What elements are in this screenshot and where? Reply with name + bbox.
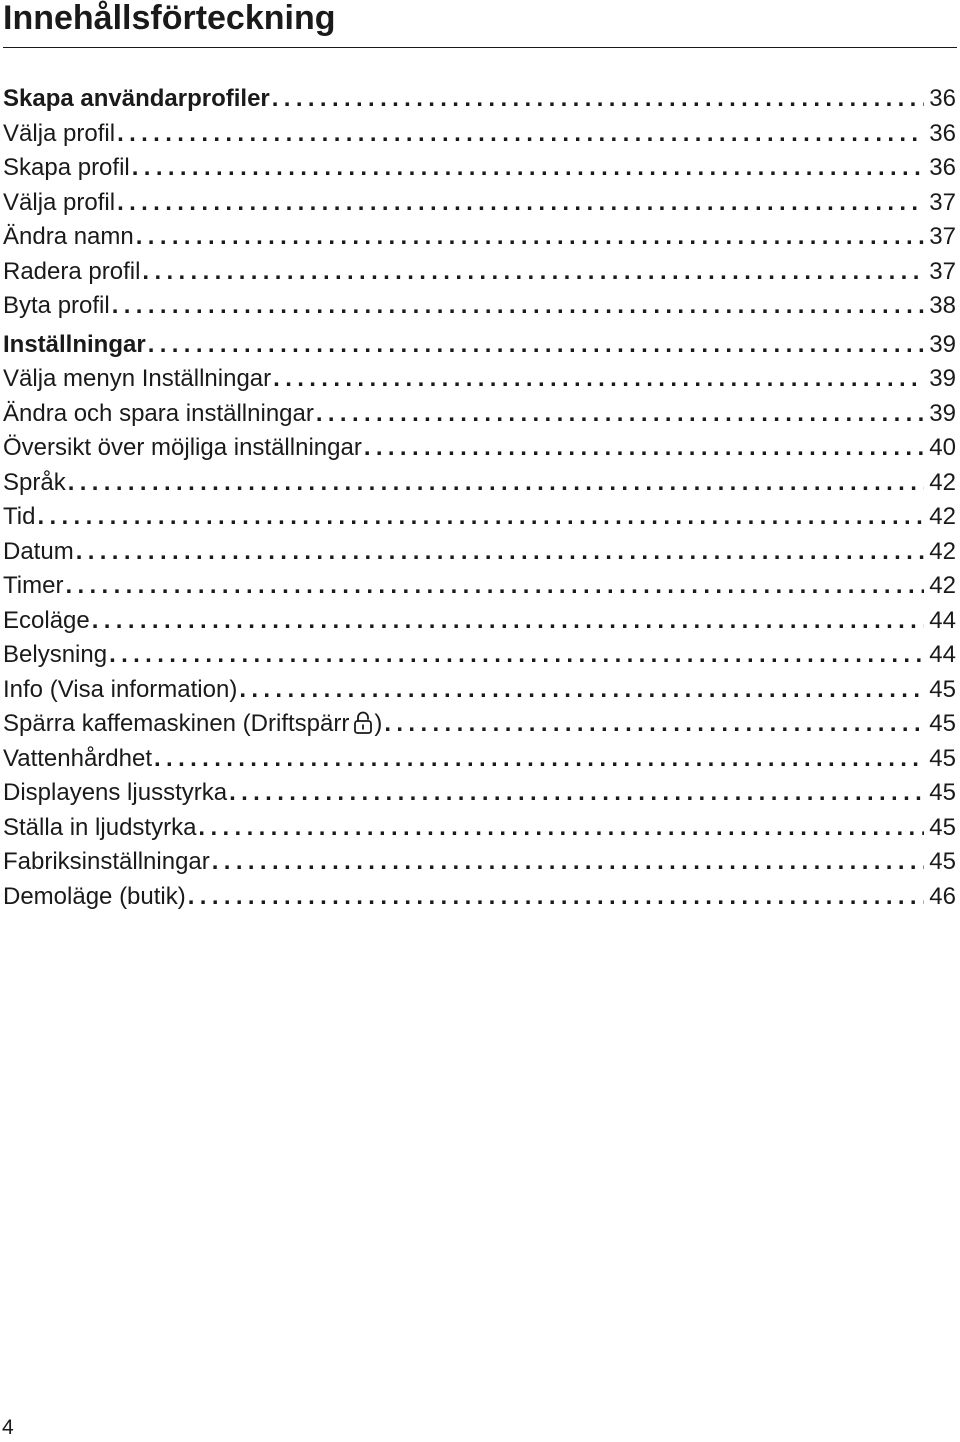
- dot-leader: [112, 289, 925, 324]
- toc-entry-page: 46: [929, 882, 956, 910]
- toc-entry-label: Inställningar: [3, 330, 146, 358]
- toc-entry[interactable]: [3, 569, 956, 604]
- dot-leader: [76, 535, 925, 570]
- toc-entry[interactable]: [3, 186, 956, 221]
- lock-icon: [353, 710, 373, 734]
- toc-entry-page: 36: [929, 85, 956, 112]
- toc-entry[interactable]: [3, 742, 956, 777]
- toc-entry-label: Timer: [3, 572, 64, 599]
- dot-leader: [142, 255, 924, 290]
- dot-leader: [37, 500, 924, 535]
- toc-entry-page: 45: [929, 813, 956, 841]
- toc-entry[interactable]: [3, 707, 956, 742]
- dot-leader: [229, 776, 924, 811]
- page-title: Innehållsförteckning: [3, 0, 336, 37]
- table-of-contents: [3, 82, 956, 914]
- toc-entry-label: Ändra och spara inställningar: [3, 399, 314, 427]
- toc-entry-label: Språk: [3, 468, 66, 496]
- toc-entry-label-text: Spärra kaffemaskinen (Driftspärr: [3, 710, 350, 737]
- toc-entry-label: Skapa profil: [3, 154, 130, 181]
- toc-entry[interactable]: [3, 811, 956, 846]
- toc-entry-page: 40: [929, 434, 956, 461]
- dot-leader: [92, 604, 925, 639]
- toc-entry[interactable]: [3, 397, 956, 432]
- toc-entry-page: 37: [929, 188, 956, 216]
- toc-entry-page: 42: [929, 572, 956, 599]
- toc-entry-label: Displayens ljusstyrka: [3, 779, 228, 806]
- toc-entry-page: 37: [929, 223, 956, 250]
- dot-leader: [239, 673, 924, 708]
- toc-entry-page: 39: [929, 330, 956, 358]
- page-number: 4: [2, 1416, 14, 1439]
- dot-leader: [384, 707, 924, 742]
- toc-entry-label: Fabriksinställningar: [3, 848, 210, 875]
- dot-leader: [109, 638, 924, 673]
- toc-entry-page: 39: [929, 365, 956, 392]
- toc-entry-label: Belysning: [3, 641, 108, 668]
- dot-leader: [65, 569, 924, 604]
- toc-entry[interactable]: [3, 431, 956, 466]
- toc-entry-label: Datum: [3, 537, 74, 565]
- toc-entry-label: Välja profil: [3, 188, 116, 216]
- dot-leader: [154, 742, 924, 777]
- toc-entry-page: 45: [929, 779, 956, 806]
- toc-entry-label: Ställa in ljudstyrka: [3, 813, 197, 841]
- toc-entry-label: Välja menyn Inställningar: [3, 365, 272, 392]
- toc-entry-label: Byta profil: [3, 292, 110, 319]
- toc-entry-page: 42: [929, 537, 956, 565]
- toc-entry-label: Vattenhårdhet: [3, 744, 153, 772]
- toc-entry[interactable]: [3, 535, 956, 570]
- dot-leader: [117, 117, 924, 152]
- toc-entry-page: 45: [929, 744, 956, 772]
- toc-entry-page: 44: [929, 606, 956, 634]
- toc-entry[interactable]: [3, 638, 956, 673]
- toc-entry-page: 45: [929, 675, 956, 703]
- toc-entry-label: Info (Visa information): [3, 675, 238, 703]
- toc-entry-label: Ecoläge: [3, 606, 90, 634]
- toc-entry[interactable]: [3, 776, 956, 811]
- toc-entry-label: Välja profil: [3, 119, 116, 147]
- toc-entry[interactable]: [3, 328, 956, 363]
- toc-entry-label: Skapa användarprofiler: [3, 85, 270, 112]
- toc-entry[interactable]: [3, 117, 956, 152]
- toc-entry-page: 39: [929, 399, 956, 427]
- dot-leader: [273, 362, 924, 397]
- toc-entry-page: 45: [929, 710, 956, 737]
- toc-entry[interactable]: [3, 466, 956, 501]
- dot-leader: [364, 431, 924, 466]
- toc-entry-page: 44: [929, 641, 956, 668]
- toc-entry-label: Radera profil: [3, 257, 141, 285]
- toc-entry-page: 36: [929, 154, 956, 181]
- toc-entry[interactable]: [3, 362, 956, 397]
- toc-entry[interactable]: [3, 151, 956, 186]
- toc-entry-label: Ändra namn: [3, 223, 134, 250]
- toc-entry[interactable]: [3, 845, 956, 880]
- toc-entry-page: 45: [929, 848, 956, 875]
- dot-leader: [132, 151, 925, 186]
- heading-divider: [3, 47, 957, 48]
- dot-leader: [117, 186, 924, 221]
- dot-leader: [188, 880, 925, 915]
- dot-leader: [212, 845, 925, 880]
- toc-entry-label-suffix: ): [374, 710, 383, 737]
- toc-entry-page: 42: [929, 503, 956, 530]
- toc-entry-page: 38: [929, 292, 956, 319]
- dot-leader: [198, 811, 924, 846]
- toc-entry[interactable]: [3, 220, 956, 255]
- toc-entry[interactable]: [3, 255, 956, 290]
- toc-entry-label: [3, 707, 382, 742]
- toc-entry-page: 36: [929, 119, 956, 147]
- dot-leader: [68, 466, 925, 501]
- toc-entry-label: Översikt över möjliga inställningar: [3, 434, 362, 461]
- toc-entry[interactable]: [3, 82, 956, 117]
- toc-entry[interactable]: [3, 500, 956, 535]
- toc-entry-label: Tid: [3, 503, 36, 530]
- dot-leader: [136, 220, 925, 255]
- toc-entry[interactable]: [3, 604, 956, 639]
- toc-entry[interactable]: [3, 880, 956, 915]
- toc-entry-label: Demoläge (butik): [3, 882, 186, 910]
- toc-entry[interactable]: [3, 289, 956, 324]
- dot-leader: [272, 82, 925, 117]
- toc-entry[interactable]: [3, 673, 956, 708]
- toc-entry-page: 42: [929, 468, 956, 496]
- dot-leader: [148, 328, 925, 363]
- dot-leader: [316, 397, 924, 432]
- toc-entry-page: 37: [929, 257, 956, 285]
